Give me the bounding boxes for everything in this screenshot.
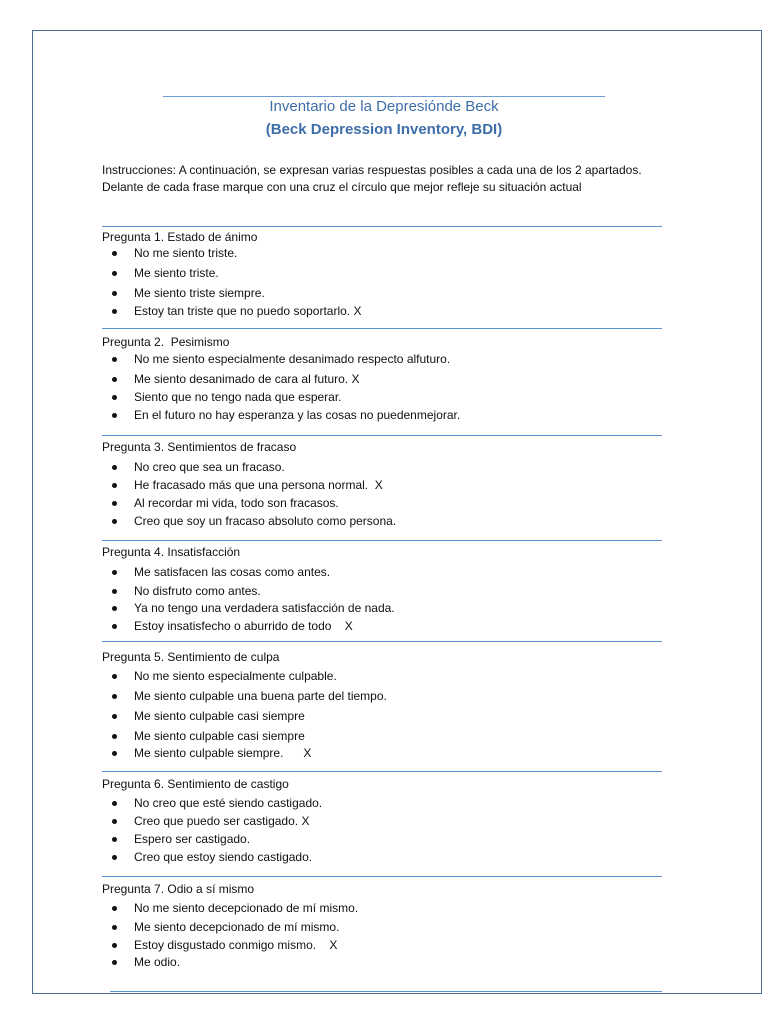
answer-option-text: No creo que sea un fracaso. [134,460,285,474]
answer-option-text: Espero ser castigado. [134,832,251,846]
bullet-icon [112,801,117,806]
answer-option-text: Me siento desanimado de cara al futuro. X [134,372,360,386]
bullet-icon [112,395,117,400]
answer-option-text: Me satisfacen las cosas como antes. [134,565,331,579]
question-title: Pregunta 7. Odio a sí mismo [102,882,255,896]
answer-option[interactable] [102,919,662,935]
answer-option-text: Me siento culpable casi siempre [134,709,305,723]
document-title-block [163,97,605,141]
bullet-icon [112,519,117,524]
answer-option[interactable] [102,708,662,724]
answer-option[interactable] [102,245,662,261]
bullet-icon [112,251,117,256]
answer-option-text: Ya no tengo una verdadera satisfacción de nada. [134,601,395,615]
bullet-icon [112,751,117,756]
answer-option-text: Creo que soy un fracaso absoluto como persona. [134,514,397,528]
answer-option[interactable] [102,813,662,829]
answer-option[interactable] [102,583,662,599]
answer-option[interactable] [102,849,662,865]
question-title: Pregunta 5. Sentimiento de culpa [102,650,280,664]
bullet-icon [112,357,117,362]
answer-option-text: Siento que no tengo nada que esperar. [134,390,342,404]
answer-option[interactable] [102,668,662,684]
question-divider [102,226,662,227]
answer-option-text: Creo que puedo ser castigado. X [134,814,310,828]
bullet-icon [112,734,117,739]
question-title: Pregunta 6. Sentimiento de castigo [102,777,289,791]
answer-option[interactable] [102,745,662,761]
bullet-icon [112,960,117,965]
bullet-icon [112,291,117,296]
bullet-icon [112,309,117,314]
question-divider [102,771,662,772]
answer-option-text: He fracasado más que una persona normal. X [134,478,383,492]
answer-option-text: No creo que esté siendo castigado. [134,796,323,810]
instructions: Instrucciones: A continuación, se expresan varias respuestas posibles a cada una de los 2 apartados. Delante de cada frase marque con una cruz el círculo que mejor refleje su situación actual [102,163,642,194]
bullet-icon [112,694,117,699]
answer-option[interactable] [102,728,662,744]
bullet-icon [112,570,117,575]
answer-option-text: Me siento culpable siempre. X [134,746,312,760]
answer-option-text: Al recordar mi vida, todo son fracasos. [134,496,339,510]
bullet-icon [112,943,117,948]
answer-option[interactable] [102,351,662,367]
answer-option-text: Estoy insatisfecho o aburrido de todo X [134,619,353,633]
answer-option-text: Me siento decepcionado de mí mismo. [134,920,340,934]
bullet-icon [112,624,117,629]
answer-option[interactable] [102,900,662,916]
question-title: Pregunta 1. Estado de ánimo [102,230,258,244]
question-title: Pregunta 2. Pesimismo [102,335,230,349]
answer-option[interactable] [102,688,662,704]
answer-option[interactable] [102,831,662,847]
answer-option[interactable] [102,564,662,580]
answer-option[interactable] [102,371,662,387]
question-divider [102,641,662,642]
answer-option-text: No me siento especialmente desanimado respecto alfuturo. [134,352,451,366]
bullet-icon [112,501,117,506]
answer-option-text: Estoy disgustado conmigo mismo. X [134,938,338,952]
answer-option[interactable] [102,265,662,281]
answer-option[interactable] [102,937,662,953]
answer-option-text: Creo que estoy siendo castigado. [134,850,313,864]
bullet-icon [112,483,117,488]
answer-option[interactable] [102,954,662,970]
question-divider [102,435,662,436]
document-title: Inventario de la Depresiónde Beck [269,98,499,115]
bullet-icon [112,413,117,418]
answer-option-text: Me siento culpable una buena parte del tiempo. [134,689,387,703]
answer-option[interactable] [102,795,662,811]
answer-option[interactable] [102,495,662,511]
question-title: Pregunta 4. Insatisfacción [102,545,241,559]
question-divider [102,540,662,541]
answer-option-text: No me siento triste. [134,246,238,260]
bullet-icon [112,589,117,594]
bullet-icon [112,377,117,382]
answer-option[interactable] [102,389,662,405]
question-title: Pregunta 3. Sentimientos de fracaso [102,440,297,454]
answer-option-text: Me odio. [134,955,181,969]
bullet-icon [112,837,117,842]
document-subtitle: (Beck Depression Inventory, BDI) [265,121,503,138]
answer-option[interactable] [102,618,662,634]
answer-option[interactable] [102,303,662,319]
bullet-icon [112,925,117,930]
answer-option-text: No me siento especialmente culpable. [134,669,337,683]
bullet-icon [112,606,117,611]
answer-option[interactable] [102,513,662,529]
bullet-icon [112,674,117,679]
question-divider [102,876,662,877]
answer-option[interactable] [102,407,662,423]
bullet-icon [112,271,117,276]
answer-option-text: No disfruto como antes. [134,584,261,598]
bullet-icon [112,906,117,911]
bullet-icon [112,714,117,719]
answer-option-text: Me siento culpable casi siempre [134,729,305,743]
answer-option-text: Me siento triste. [134,266,219,280]
answer-option-text: En el futuro no hay esperanza y las cosas no puedenmejorar. [134,408,461,422]
answer-option[interactable] [102,600,662,616]
answer-option-text: No me siento decepcionado de mí mismo. [134,901,359,915]
question-divider [102,328,662,329]
answer-option[interactable] [102,285,662,301]
answer-option-text: Estoy tan triste que no puedo soportarlo. X [134,304,362,318]
bottom-rule [110,991,662,992]
bullet-icon [112,465,117,470]
bullet-icon [112,855,117,860]
answer-option-text: Me siento triste siempre. [134,286,265,300]
bullet-icon [112,819,117,824]
answer-option[interactable] [102,477,662,493]
answer-option[interactable] [102,459,662,475]
